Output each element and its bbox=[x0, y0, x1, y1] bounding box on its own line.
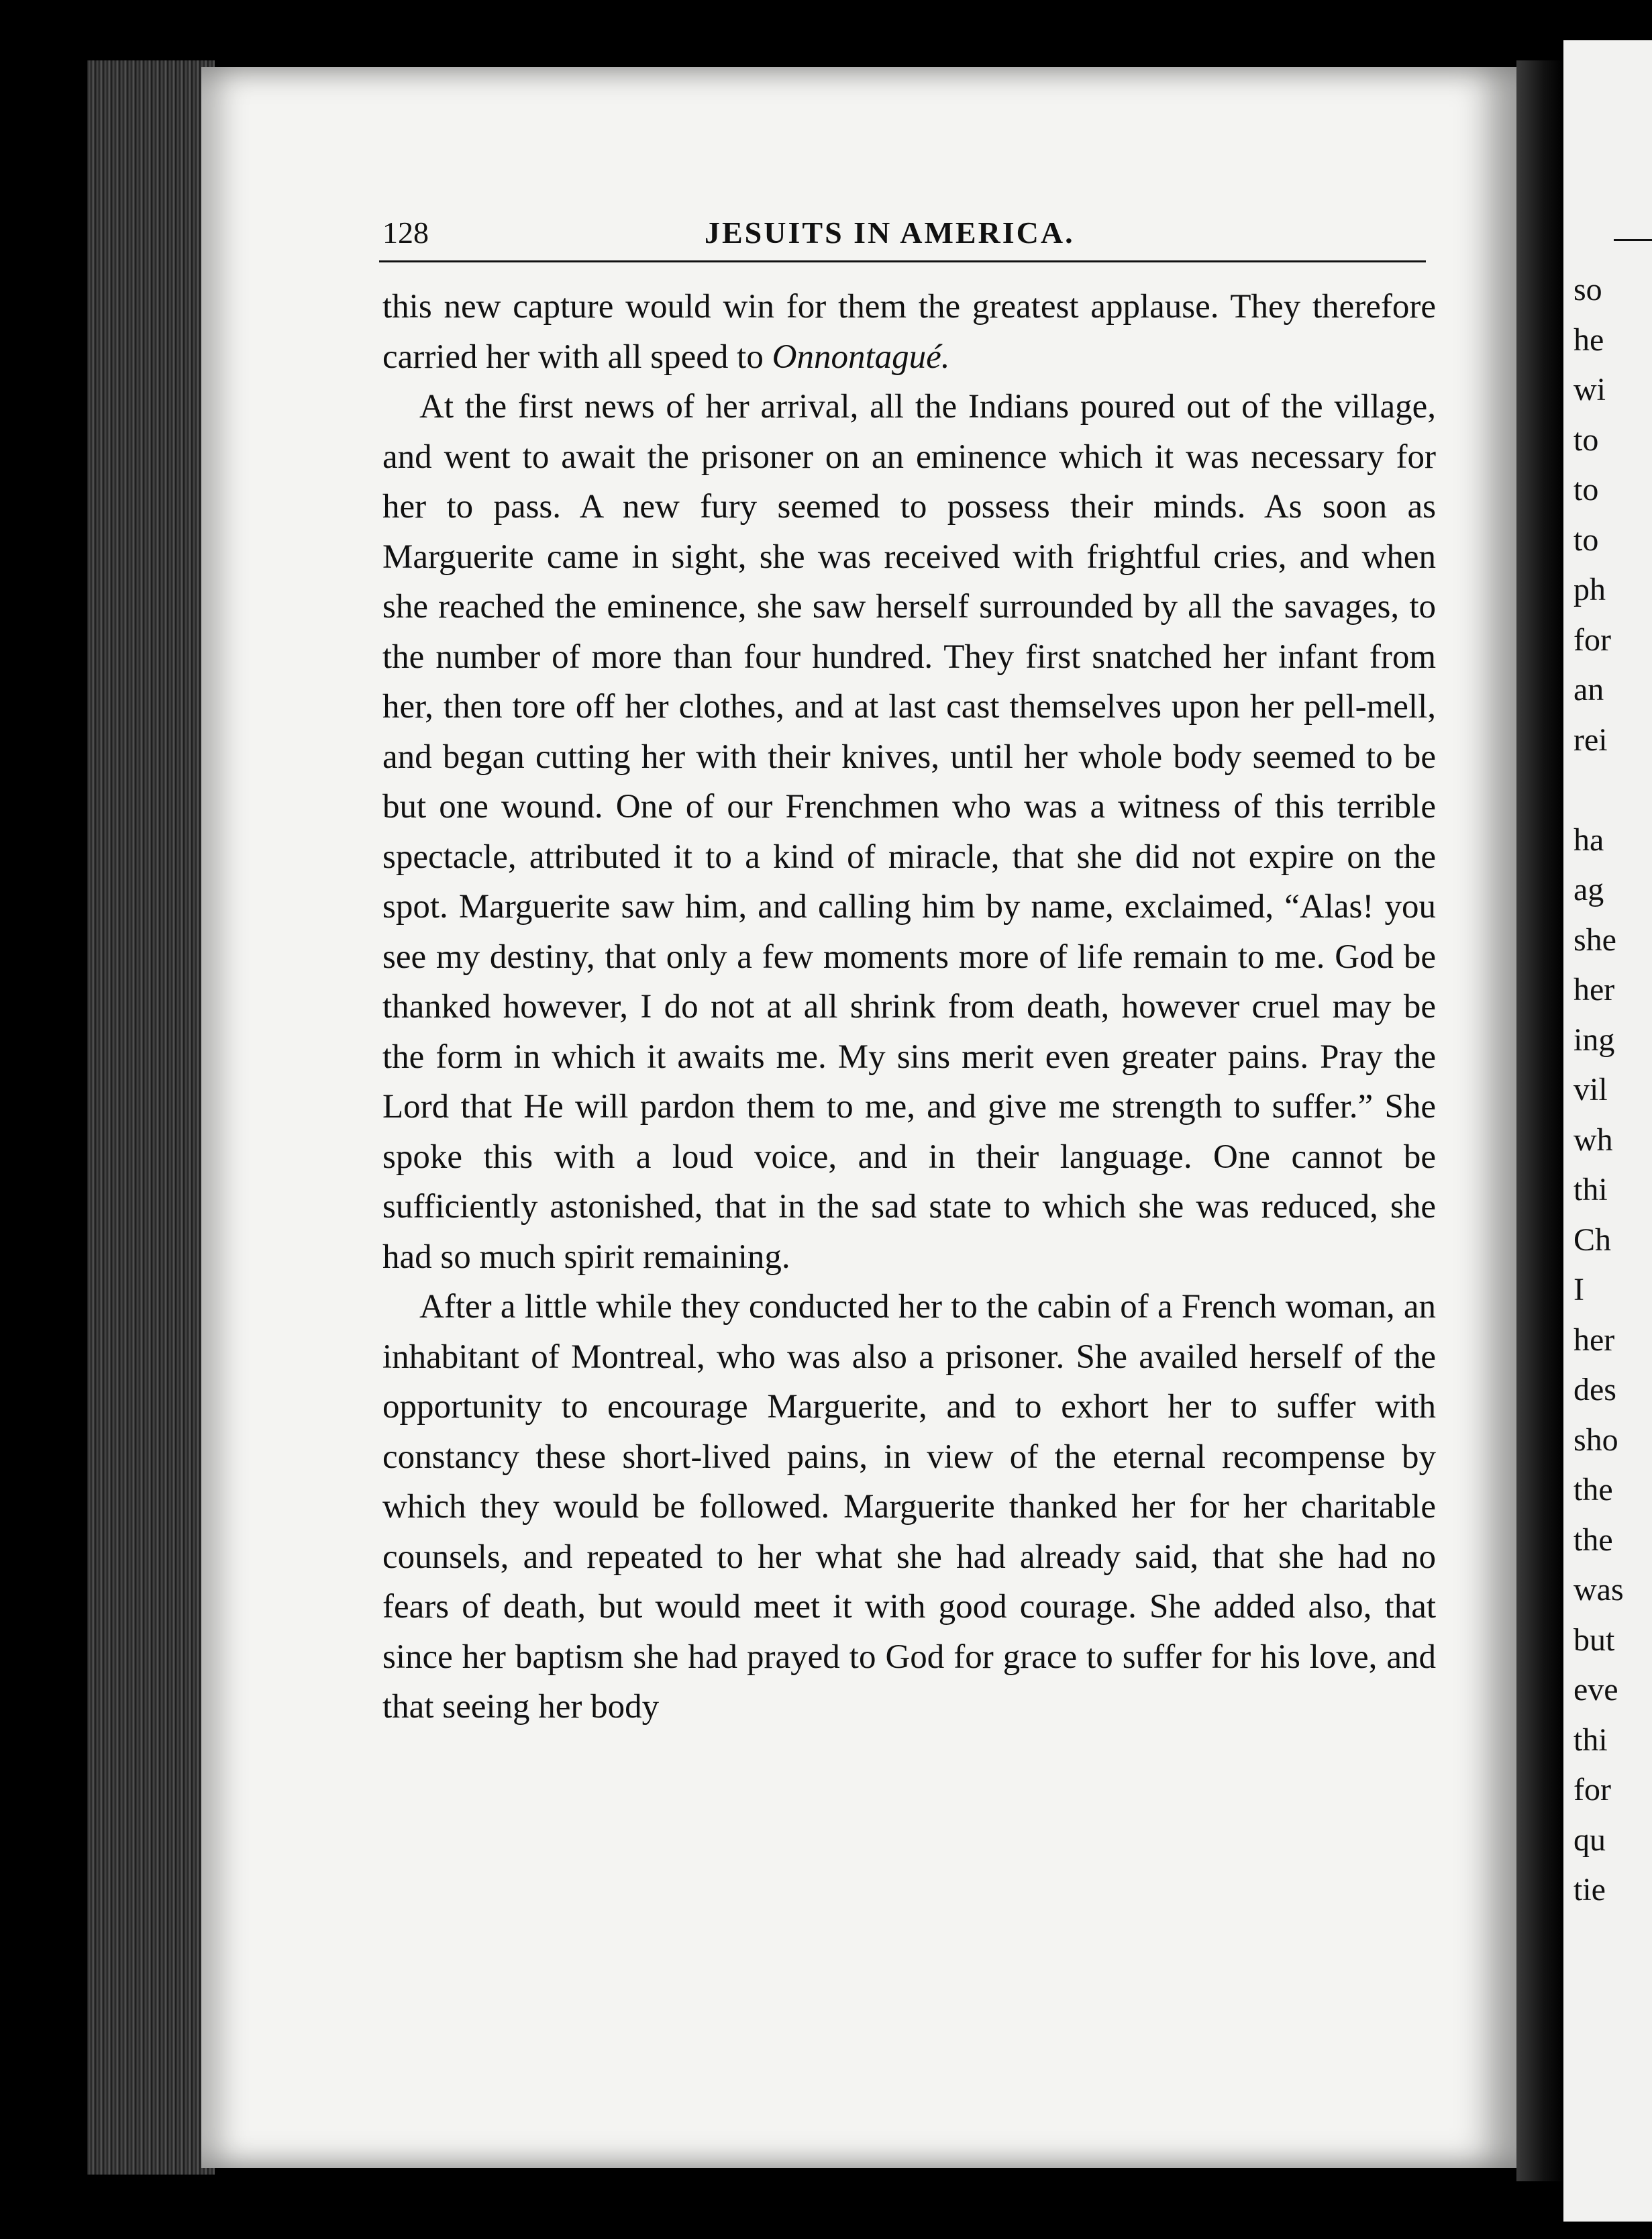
page-header bbox=[382, 215, 1423, 255]
right-page-line-fragment: she bbox=[1573, 922, 1616, 958]
right-page-line-fragment: the bbox=[1573, 1522, 1613, 1558]
right-page-line-fragment: so bbox=[1573, 272, 1602, 307]
right-page-line-fragment: but bbox=[1573, 1622, 1615, 1658]
running-head: JESUITS IN AMERICA. bbox=[705, 215, 1075, 250]
right-page-line-fragment: des bbox=[1573, 1372, 1616, 1407]
right-page-line-fragment: wh bbox=[1573, 1122, 1613, 1158]
right-page-line-fragment: vil bbox=[1573, 1072, 1608, 1107]
right-page-line-fragment: rei bbox=[1573, 722, 1608, 758]
right-page-line-fragment: ha bbox=[1573, 822, 1604, 858]
paragraph-1 bbox=[382, 282, 1436, 382]
right-page-line-fragment: wi bbox=[1573, 372, 1606, 407]
right-page-line-fragment: tie bbox=[1573, 1872, 1606, 1907]
place-name-italic: Onnontagué. bbox=[772, 338, 950, 376]
right-page-line-fragment: to bbox=[1573, 421, 1599, 458]
right-page-line-fragment: the bbox=[1573, 1472, 1613, 1507]
right-page-line-fragment: ph bbox=[1573, 572, 1606, 607]
right-page-line-fragment: Ch bbox=[1573, 1222, 1612, 1258]
paragraph-3-text: After a little while they conducted her to the cabin of a French woman, an inhabitant of Montreal, who was also a prisoner. She availed herself of the opportunity to encourage Marguerite, and to exhort her to suffer with constancy these short-lived pains, in view of the eternal recompense by which they would be followed. Marguerite thanked her for her charitable counsels, and repeated to her what she had already said, that she had no fears of death, but would meet it with good courage. She added also, that since her baptism she had prayed to God for grace to suffer for his love, and that seeing her body bbox=[382, 1288, 1436, 1726]
right-page-line-fragment: an bbox=[1573, 672, 1604, 707]
right-page-line-fragment: for bbox=[1573, 621, 1611, 658]
page-number: 128 bbox=[382, 215, 429, 250]
right-page-line-fragment: ing bbox=[1573, 1022, 1615, 1058]
right-page-line-fragment: qu bbox=[1573, 1822, 1606, 1858]
paragraph-1-text: this new capture would win for them the greatest applause. They therefore carried her with all speed to bbox=[382, 288, 1436, 376]
right-page-line-fragment: her bbox=[1573, 1322, 1615, 1358]
book-gutter bbox=[1516, 60, 1563, 2181]
right-page-line-fragment: ag bbox=[1573, 872, 1604, 907]
right-page-text-fragments bbox=[1573, 265, 1647, 1915]
right-page-line-fragment: for bbox=[1573, 1772, 1611, 1807]
right-page-line-fragment: to bbox=[1573, 521, 1599, 558]
right-page-line-fragment: was bbox=[1573, 1572, 1624, 1607]
right-page-line-fragment: he bbox=[1573, 321, 1604, 358]
paragraph-2 bbox=[382, 382, 1436, 1282]
right-page-line-fragment: her bbox=[1573, 972, 1615, 1007]
paragraph-2-text: At the first news of her arrival, all the Indians poured out of the village, and went to await the prisoner on an eminence which it was necessary for her to pass. A new fury seemed to possess their minds. As soon as Marguerite came in sight, she was received with frightful cries, and when she reached the eminence, she saw herself surrounded by all the savages, to the number of more than four hundred. They first snatched her infant from her, then tore off her clothes, and at last cast themselves upon her pell-mell, and began cutting her with their knives, until her whole body seemed to be but one wound. One of our Frenchmen who was a witness of this terrible spectacle, attributed it to a kind of miracle, that she did not expire on the spot. Marguerite saw him, and calling him by name, exclaimed, “Alas! you see my destiny, that only a few moments more of life remain to me. God be thanked however, I do not at all shrink from death, however cruel may be the form in which it awaits me. My sins merit even greater pains. Pray the Lord that He will pardon them to me, and give me strength to suffer.” She spoke this with a loud voice, and in their language. One cannot be sufficiently astonished, that in the sad state to which she was reduced, she had so much spirit remaining. bbox=[382, 388, 1436, 1276]
right-page-line-fragment bbox=[1573, 765, 1647, 815]
right-page-line-fragment: thi bbox=[1573, 1722, 1608, 1758]
right-page-line-fragment: to bbox=[1573, 472, 1599, 507]
right-page-line-fragment: I bbox=[1573, 1272, 1584, 1307]
right-page-header-rule bbox=[1614, 239, 1652, 241]
body-text bbox=[382, 282, 1436, 1732]
right-page-line-fragment: thi bbox=[1573, 1172, 1608, 1207]
right-page-line-fragment: sho bbox=[1573, 1422, 1618, 1458]
book-page-edges bbox=[87, 60, 215, 2175]
right-page-line-fragment: eve bbox=[1573, 1672, 1618, 1707]
paragraph-3 bbox=[382, 1282, 1436, 1732]
header-rule bbox=[379, 260, 1426, 262]
